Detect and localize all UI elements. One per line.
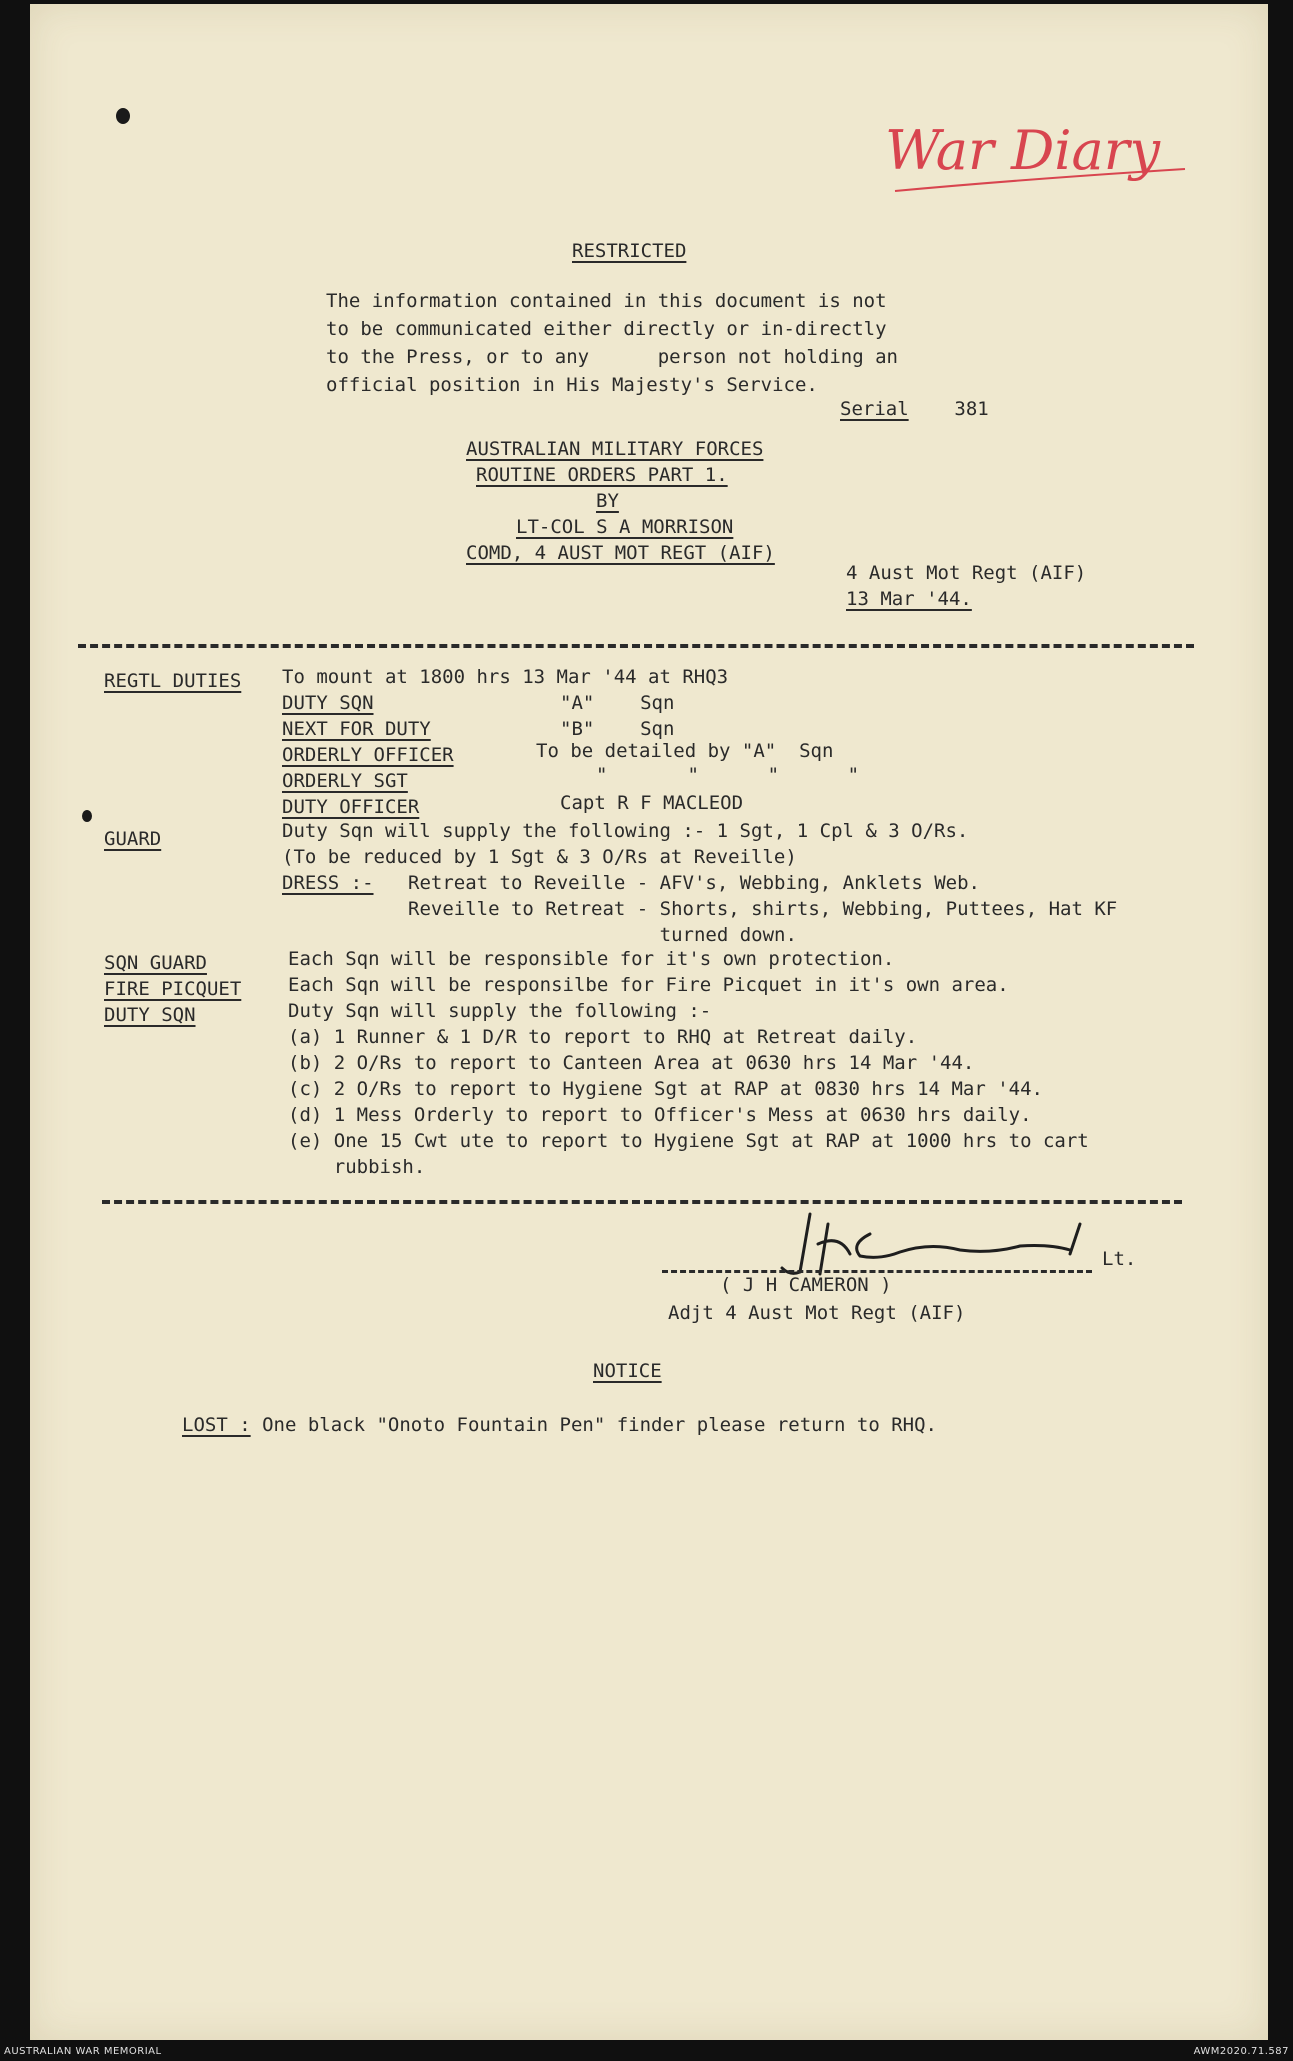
sqn-item: (c) 2 O/Rs to report to Hygiene Sgt at RAP at 0830 hrs 14 Mar '44. xyxy=(288,1078,1043,1100)
guard-label: GUARD xyxy=(104,828,162,850)
header-line: COMD, 4 AUST MOT REGT (AIF) xyxy=(466,542,775,564)
dress-label: DRESS :- xyxy=(282,872,374,894)
notice-line: LOST : One black "Onoto Fountain Pen" finder please return to RHQ. xyxy=(182,1414,937,1436)
guard-line: (To be reduced by 1 Sgt & 3 O/Rs at Reveille) xyxy=(282,846,797,868)
dress-line: Retreat to Reveille - AFV's, Webbing, Anklets Web. xyxy=(408,872,980,894)
header-line: ROUTINE ORDERS PART 1. xyxy=(476,464,728,486)
sqn-item: rubbish. xyxy=(288,1156,426,1178)
document-page xyxy=(30,4,1268,2040)
punch-hole xyxy=(116,108,130,124)
footer-reference: AWM2020.71.587 xyxy=(1193,2046,1289,2057)
duty-row-label: ORDERLY OFFICER xyxy=(282,744,454,766)
sqn-item: (d) 1 Mess Orderly to report to Officer's Mess at 0630 hrs daily. xyxy=(288,1104,1032,1126)
fire-picquet-label: FIRE PICQUET xyxy=(104,978,242,1000)
duty-row-value: "A" Sqn xyxy=(560,692,675,714)
sqn-line: Each Sqn will be responsilbe for Fire Picquet in it's own area. xyxy=(288,974,1009,996)
guard-line: Duty Sqn will supply the following :- 1 Sgt, 1 Cpl & 3 O/Rs. xyxy=(282,820,969,842)
sqn-item: (b) 2 O/Rs to report to Canteen Area at 0630 hrs 14 Mar '44. xyxy=(288,1052,975,1074)
duty-row-value: "B" Sqn xyxy=(560,718,675,740)
restricted-line: to the Press, or to any person not holding an xyxy=(326,346,898,368)
duty-row-value: Capt R F MACLEOD xyxy=(560,792,744,814)
header-line: LT-COL S A MORRISON xyxy=(516,516,734,538)
signature-name: ( J H CAMERON ) xyxy=(720,1274,892,1296)
sqn-line: Duty Sqn will supply the following :- xyxy=(288,1000,712,1022)
duty-row-value: " " " " xyxy=(596,764,860,786)
restricted-line: to be communicated either directly or in-directly xyxy=(326,318,887,340)
restricted-heading: RESTRICTED xyxy=(572,240,687,262)
duty-sqn-label: DUTY SQN xyxy=(104,1004,196,1026)
notice-heading: NOTICE xyxy=(593,1360,662,1382)
document-date: 13 Mar '44. xyxy=(846,588,972,610)
dress-line: Reveille to Retreat - Shorts, shirts, Webbing, Puttees, Hat KF xyxy=(408,898,1118,920)
dress-line: turned down. xyxy=(408,924,797,946)
sqn-guard-label: SQN GUARD xyxy=(104,952,207,974)
duty-row-label: NEXT FOR DUTY xyxy=(282,718,431,740)
footer-credit: AUSTRALIAN WAR MEMORIAL xyxy=(4,2046,162,2057)
duty-row-label: ORDERLY SGT xyxy=(282,770,408,792)
restricted-line: official position in His Majesty's Service. xyxy=(326,374,818,396)
svg-text:War Diary: War Diary xyxy=(885,119,1161,182)
header-line: BY xyxy=(596,490,619,512)
signature-line xyxy=(662,1270,1092,1273)
sqn-item: (a) 1 Runner & 1 D/R to report to RHQ at Retreat daily. xyxy=(288,1026,918,1048)
serial-label: Serial 381 xyxy=(840,398,989,420)
signature-rank: Lt. xyxy=(1102,1248,1137,1270)
duty-row-label: DUTY SQN xyxy=(282,692,374,714)
unit-name: 4 Aust Mot Regt (AIF) xyxy=(846,562,1087,584)
war-diary-annotation xyxy=(875,99,1215,209)
regtl-duties-label: REGTL DUTIES xyxy=(104,670,242,692)
divider-rule xyxy=(78,644,1194,648)
sqn-item: (e) One 15 Cwt ute to report to Hygiene Sgt at RAP at 1000 hrs to cart xyxy=(288,1130,1089,1152)
punch-hole xyxy=(82,810,92,822)
duty-row-value: To be detailed by "A" Sqn xyxy=(536,740,834,762)
sqn-line: Each Sqn will be responsible for it's own protection. xyxy=(288,948,895,970)
restricted-line: The information contained in this document is not xyxy=(326,290,887,312)
header-line: AUSTRALIAN MILITARY FORCES xyxy=(466,438,764,460)
regtl-duties-intro: To mount at 1800 hrs 13 Mar '44 at RHQ3 xyxy=(282,666,729,688)
signature-title: Adjt 4 Aust Mot Regt (AIF) xyxy=(668,1302,966,1324)
duty-row-label: DUTY OFFICER xyxy=(282,796,420,818)
